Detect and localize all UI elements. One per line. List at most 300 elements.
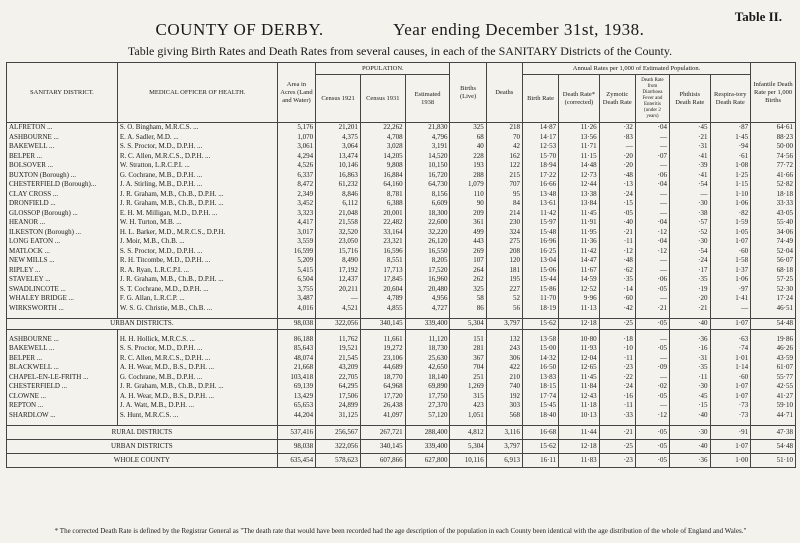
table-cell: 13·38 [559,190,600,200]
table-cell: ·05 [635,392,669,402]
table-cell: 20,211 [316,285,361,295]
table-cell: 15·86 [522,285,558,295]
medical-officer: E. H. M. Milligan, M.D., D.P.H. ... [117,209,277,219]
table-cell: 3,755 [277,285,315,295]
table-cell: 3,487 [277,294,315,304]
table-cell: 443 [450,237,486,247]
header-birth-rate: Birth Rate [522,75,558,123]
table-cell: 21,545 [316,354,361,364]
table-cell: 1·07 [710,237,751,247]
header-phthisis: Phthisis Death Rate [670,75,711,123]
table-cell: 27,370 [405,401,450,411]
table-cell: ·21 [670,133,711,143]
district-name: ALFRETON ... [7,123,118,133]
district-name: CHESTERFIELD (Borough)... [7,180,118,190]
table-row [7,171,796,181]
table-cell: ·20 [599,161,635,171]
table-cell: 11,661 [360,335,405,345]
table-cell: 14·87 [522,123,558,133]
table-cell: 90 [450,199,486,209]
table-cell: 69,890 [405,382,450,392]
table-cell: 4,796 [405,133,450,143]
medical-officer: S. S. Proctor, M.D., D.P.H. ... [117,247,277,257]
header-zymotic: Zymotic Death Rate [599,75,635,123]
district-name: ASHBOURNE ... [7,133,118,143]
table-row [7,256,796,266]
table-cell: ·11 [599,237,635,247]
district-name: RIPLEY ... [7,266,118,276]
table-cell: 3,559 [277,237,315,247]
table-cell: 64,160 [360,180,405,190]
table-cell: 5,415 [277,266,315,276]
table-cell: 23,050 [316,237,361,247]
table-cell: 8,781 [360,190,405,200]
table-cell: 14·17 [522,133,558,143]
table-cell: 6,388 [360,199,405,209]
table-cell: 339,400 [405,440,450,454]
district-name: CHAPEL-EN-LE-FRITH ... [7,373,118,383]
table-cell: ·10 [599,344,635,354]
table-cell: 85,643 [277,344,315,354]
table-cell: 24,899 [316,401,361,411]
table-cell: 11·44 [559,426,600,440]
table-cell: ·30 [670,382,711,392]
table-cell: 9,808 [360,161,405,171]
table-cell: 16·50 [522,363,558,373]
table-cell: 11·84 [559,382,600,392]
table-cell: 33,164 [360,228,405,238]
table-cell: 88·23 [751,133,796,143]
totals-rows [7,420,796,468]
table-cell: — [635,161,669,171]
table-cell: — [670,190,711,200]
table-cell: 18·18 [751,190,796,200]
table-cell: 15·00 [522,344,558,354]
medical-officer: H. H. Hollick, M.R.C.S. ... [117,335,277,345]
table-cell: 98,038 [277,440,315,454]
medical-officer: H. L. Barker, M.D., M.R.C.S., D.P.H. [117,228,277,238]
medical-officer: R. H. Titcombe, M.D., D.P.H. ... [117,256,277,266]
table-cell: ·45 [670,392,711,402]
district-name: BUXTON (Borough) ... [7,171,118,181]
header-diarrhoea: Death Rate from Diarrhoea Fever and Enteritis (under 2 years) [635,75,669,123]
total-row [7,426,796,440]
table-cell: 4,855 [360,304,405,314]
table-cell: — [710,304,751,314]
table-cell: 635,454 [277,454,315,468]
table-cell: ·05 [599,209,635,219]
table-cell: ·24 [670,256,711,266]
table-row [7,411,796,421]
table-cell: 339,400 [405,319,450,330]
table-cell: 3,191 [405,142,450,152]
table-cell: ·11 [670,373,711,383]
table-cell: 6,504 [277,275,315,285]
table-cell: ·40 [670,440,711,454]
table-cell: 269 [450,247,486,257]
table-cell: 422 [486,363,522,373]
table-cell: — [635,142,669,152]
table-cell: 16·96 [522,237,558,247]
table-cell: 11·91 [559,218,600,228]
table-cell: 5,304 [450,440,486,454]
table-cell: 42·55 [751,382,796,392]
medical-officer: G. Cochrane, M.B., D.P.H. ... [117,373,277,383]
table-cell: 14,520 [405,152,450,162]
table-cell: 42 [486,142,522,152]
table-cell: ·54 [670,247,711,257]
table-cell: ·42 [599,304,635,314]
table-cell: 15·97 [522,218,558,228]
table-cell: 41,097 [360,411,405,421]
table-cell: 21,558 [316,218,361,228]
table-cell: — [635,133,669,143]
table-cell: 18,770 [360,373,405,383]
medical-officer: W. S. G. Christie, M.B., Ch.B. ... [117,304,277,314]
table-cell: 537,416 [277,426,315,440]
table-cell: 1,070 [277,133,315,143]
table-cell: ·60 [710,373,751,383]
table-cell: 6,112 [316,199,361,209]
table-cell: ·05 [635,319,669,330]
table-row [7,294,796,304]
table-cell: 22,262 [360,123,405,133]
table-cell: 1·05 [710,228,751,238]
table-cell: — [635,401,669,411]
table-cell: 15·44 [522,275,558,285]
table-cell: 2,349 [277,190,315,200]
table-cell: 17·74 [522,392,558,402]
table-cell: 4,789 [360,294,405,304]
table-cell: 22,705 [316,373,361,383]
table-cell: ·05 [635,454,669,468]
table-cell: ·54 [670,180,711,190]
table-cell: 499 [450,228,486,238]
table-row [7,218,796,228]
table-cell: 12·18 [559,319,600,330]
table-cell: 46·51 [751,304,796,314]
table-row [7,266,796,276]
table-cell: 1·06 [710,275,751,285]
table-cell: 151 [450,335,486,345]
table-cell: 361 [450,218,486,228]
district-name: BAKEWELL ... [7,344,118,354]
table-cell: 10·80 [559,335,600,345]
district-name: WIRKSWORTH ... [7,304,118,314]
district-name: REPTON ... [7,401,118,411]
table-cell: 77·72 [751,161,796,171]
table-cell: 14·47 [559,256,600,266]
table-cell: — [635,199,669,209]
table-cell: 3,017 [277,228,315,238]
table-cell: 11·45 [559,209,600,219]
table-cell: 52 [486,294,522,304]
table-cell: 1·00 [710,454,751,468]
header-births: Births (Live) [450,63,486,123]
table-cell: 10,146 [316,161,361,171]
table-cell: 65,653 [277,401,315,411]
table-cell: ·17 [670,266,711,276]
table-cell: ·16 [670,344,711,354]
table-cell: ·40 [670,319,711,330]
table-row [7,209,796,219]
table-cell: 51·10 [751,454,796,468]
table-cell: 210 [486,373,522,383]
table-row [7,373,796,383]
table-cell: ·11 [599,354,635,364]
rural-rows [7,335,796,421]
table-cell: 25,630 [405,354,450,364]
table-cell: 13,429 [277,392,315,402]
table-cell: 1·25 [710,171,751,181]
table-cell: 15·06 [522,266,558,276]
table-cell: 707 [486,180,522,190]
table-cell: — [635,354,669,364]
table-cell: 607,866 [360,454,405,468]
table-cell: ·20 [599,152,635,162]
table-cell: ·11 [599,401,635,411]
table-row [7,142,796,152]
district-name: ILKESTON (Borough) ... [7,228,118,238]
table-row [7,344,796,354]
table-cell: 12·65 [559,363,600,373]
table-cell: 46·26 [751,344,796,354]
table-cell: ·91 [710,426,751,440]
table-cell: 568 [486,411,522,421]
table-cell: 86 [450,304,486,314]
table-cell: 3,797 [486,440,522,454]
table-cell: 315 [450,392,486,402]
table-cell: 1·15 [710,180,751,190]
table-cell: 218 [486,123,522,133]
table-cell: 306 [486,354,522,364]
table-cell: 1·06 [710,199,751,209]
table-cell: 16·11 [522,454,558,468]
table-cell: — [635,209,669,219]
table-cell: ·21 [599,426,635,440]
table-row [7,133,796,143]
medical-officer: S. T. Cochrane, M.D., D.P.H. ... [117,285,277,295]
table-cell: 704 [450,363,486,373]
table-cell: 64,730 [405,180,450,190]
title-year: Year ending December 31st, 1938. [393,20,645,39]
table-cell: ·38 [670,209,711,219]
table-cell: 18,300 [405,209,450,219]
total-label: URBAN DISTRICTS [7,440,278,454]
table-cell: 1·41 [710,294,751,304]
table-row [7,199,796,209]
subtitle: Table giving Birth Rates and Death Rates from several causes, in each of the SANITARY Districts of the County. [127,44,673,58]
table-cell: 627,800 [405,454,450,468]
table-cell: ·09 [635,363,669,373]
page-title [0,20,800,40]
table-cell: 340,145 [360,319,405,330]
header-death-rate: Death Rate* (corrected) [559,75,600,123]
table-cell: 9·96 [559,294,600,304]
table-cell: ·21 [635,304,669,314]
medical-officer: R. A. Ryan, L.R.C.P.I. ... [117,266,277,276]
urban-total-row [7,319,796,330]
table-row [7,152,796,162]
table-cell: 228 [450,152,486,162]
total-row [7,454,796,468]
table-cell: 17,720 [360,392,405,402]
table-cell: ·23 [599,363,635,373]
table-cell: 275 [486,237,522,247]
table-cell: 4,526 [277,161,315,171]
table-row [7,392,796,402]
table-cell: 16,550 [405,247,450,257]
table-cell: 16·66 [522,180,558,190]
table-cell: 1·10 [710,190,751,200]
table-cell: 1·01 [710,354,751,364]
district-name: ASHBOURNE ... [7,335,118,345]
table-cell: 19·86 [751,335,796,345]
table-cell: ·82 [710,209,751,219]
table-cell: 1·59 [710,218,751,228]
table-cell: ·57 [670,218,711,228]
table-row [7,123,796,133]
table-cell: ·04 [635,218,669,228]
table-cell: ·05 [635,285,669,295]
table-row [7,335,796,345]
table-cell: 56·07 [751,256,796,266]
table-cell: 423 [450,401,486,411]
table-cell: 340,145 [360,440,405,454]
header-deaths: Deaths [486,63,522,123]
table-cell: ·06 [635,171,669,181]
table-cell: ·40 [670,411,711,421]
table-cell: 4,521 [316,304,361,314]
table-cell: 21,048 [316,209,361,219]
table-cell: 1,051 [450,411,486,421]
table-cell: 120 [486,256,522,266]
medical-officer: J. R. Graham, M.B., Ch.B., D.P.H. ... [117,190,277,200]
table-cell: 42,650 [405,363,450,373]
table-cell: ·24 [599,190,635,200]
table-cell: 44,204 [277,411,315,421]
table-cell: ·05 [635,426,669,440]
table-cell: — [635,335,669,345]
table-cell: 4,812 [450,426,486,440]
table-cell: ·60 [599,294,635,304]
medical-officer: J. R. Graham, M.B., Ch.B., D.P.H. ... [117,275,277,285]
district-name: HEANOR ... [7,218,118,228]
table-cell: — [635,190,669,200]
table-cell: ·25 [599,319,635,330]
table-cell: 56 [486,304,522,314]
table-cell: ·18 [599,335,635,345]
table-cell: 214 [486,209,522,219]
table-cell: — [599,142,635,152]
total-row [7,440,796,454]
table-cell: 303 [486,401,522,411]
header-census-1921: Census 1921 [316,75,361,123]
table-cell: 11·67 [559,266,600,276]
table-cell: 14·48 [559,161,600,171]
header-infantile: Infantile Death Rate per 1,000 Births [751,63,796,123]
district-name: BOLSOVER ... [7,161,118,171]
table-cell: 6,913 [486,454,522,468]
table-cell: 84 [486,199,522,209]
table-cell: 12·43 [559,392,600,402]
table-cell: 32,220 [405,228,450,238]
table-cell: 16·68 [522,426,558,440]
table-cell: 4,708 [360,133,405,143]
table-cell: 16,596 [360,247,405,257]
table-cell: 3,116 [486,426,522,440]
table-cell: 4,375 [316,133,361,143]
table-cell: 12,437 [316,275,361,285]
table-cell: 95 [486,190,522,200]
table-cell: ·60 [710,247,751,257]
table-row [7,228,796,238]
table-cell: — [316,294,361,304]
table-cell: ·61 [710,152,751,162]
table-cell: 11·13 [559,304,600,314]
table-cell: 13·84 [559,199,600,209]
footnote: * The corrected Death Rate is defined by the Registrar General as "The death rate that would have been recorded had the age description of the population in each County been identical with the age distribution of the whole of England and Wales." [54,527,747,535]
table-cell: 13·61 [522,199,558,209]
table-cell: 14,205 [360,152,405,162]
table-cell: 227 [486,285,522,295]
table-cell: 10·13 [559,411,600,421]
table-cell: ·35 [670,363,711,373]
table-cell: — [635,266,669,276]
table-cell: ·94 [710,142,751,152]
rates-table [6,62,796,468]
table-cell: 17,520 [405,266,450,276]
table-cell: 6,609 [405,199,450,209]
table-cell: 12·04 [559,354,600,364]
medical-officer: J. A. Watt, M.B., D.P.H. ... [117,401,277,411]
table-cell: 23,106 [360,354,405,364]
table-cell: 48,074 [277,354,315,364]
table-cell: 11·95 [559,228,600,238]
table-cell: 52·04 [751,247,796,257]
header-moh: MEDICAL OFFICER OF HEALTH. [117,63,277,123]
table-cell: 1·58 [710,256,751,266]
table-cell: 281 [450,344,486,354]
table-row [7,247,796,257]
table-cell: 41·66 [751,171,796,181]
table-cell: 69,139 [277,382,315,392]
table-cell: 16,863 [316,171,361,181]
table-cell: 367 [450,354,486,364]
table-row [7,275,796,285]
table-cell: 162 [486,152,522,162]
table-cell: 58 [450,294,486,304]
table-cell: — [635,373,669,383]
table-cell: 57·25 [751,275,796,285]
table-cell: 215 [486,171,522,181]
table-cell: 3,797 [486,319,522,330]
medical-officer: W. Stratton, L.R.C.P.I. ... [117,161,277,171]
table-cell: ·12 [635,247,669,257]
table-cell: 1,269 [450,382,486,392]
table-cell: 14·59 [559,275,600,285]
table-cell: 208 [486,247,522,257]
table-cell: 5,176 [277,123,315,133]
table-row [7,285,796,295]
district-name: BELPER ... [7,152,118,162]
table-cell: 132 [486,335,522,345]
table-cell: ·05 [635,440,669,454]
table-cell: 1·07 [710,382,751,392]
table-row [7,304,796,314]
table-cell: 43·59 [751,354,796,364]
table-cell: ·62 [599,266,635,276]
